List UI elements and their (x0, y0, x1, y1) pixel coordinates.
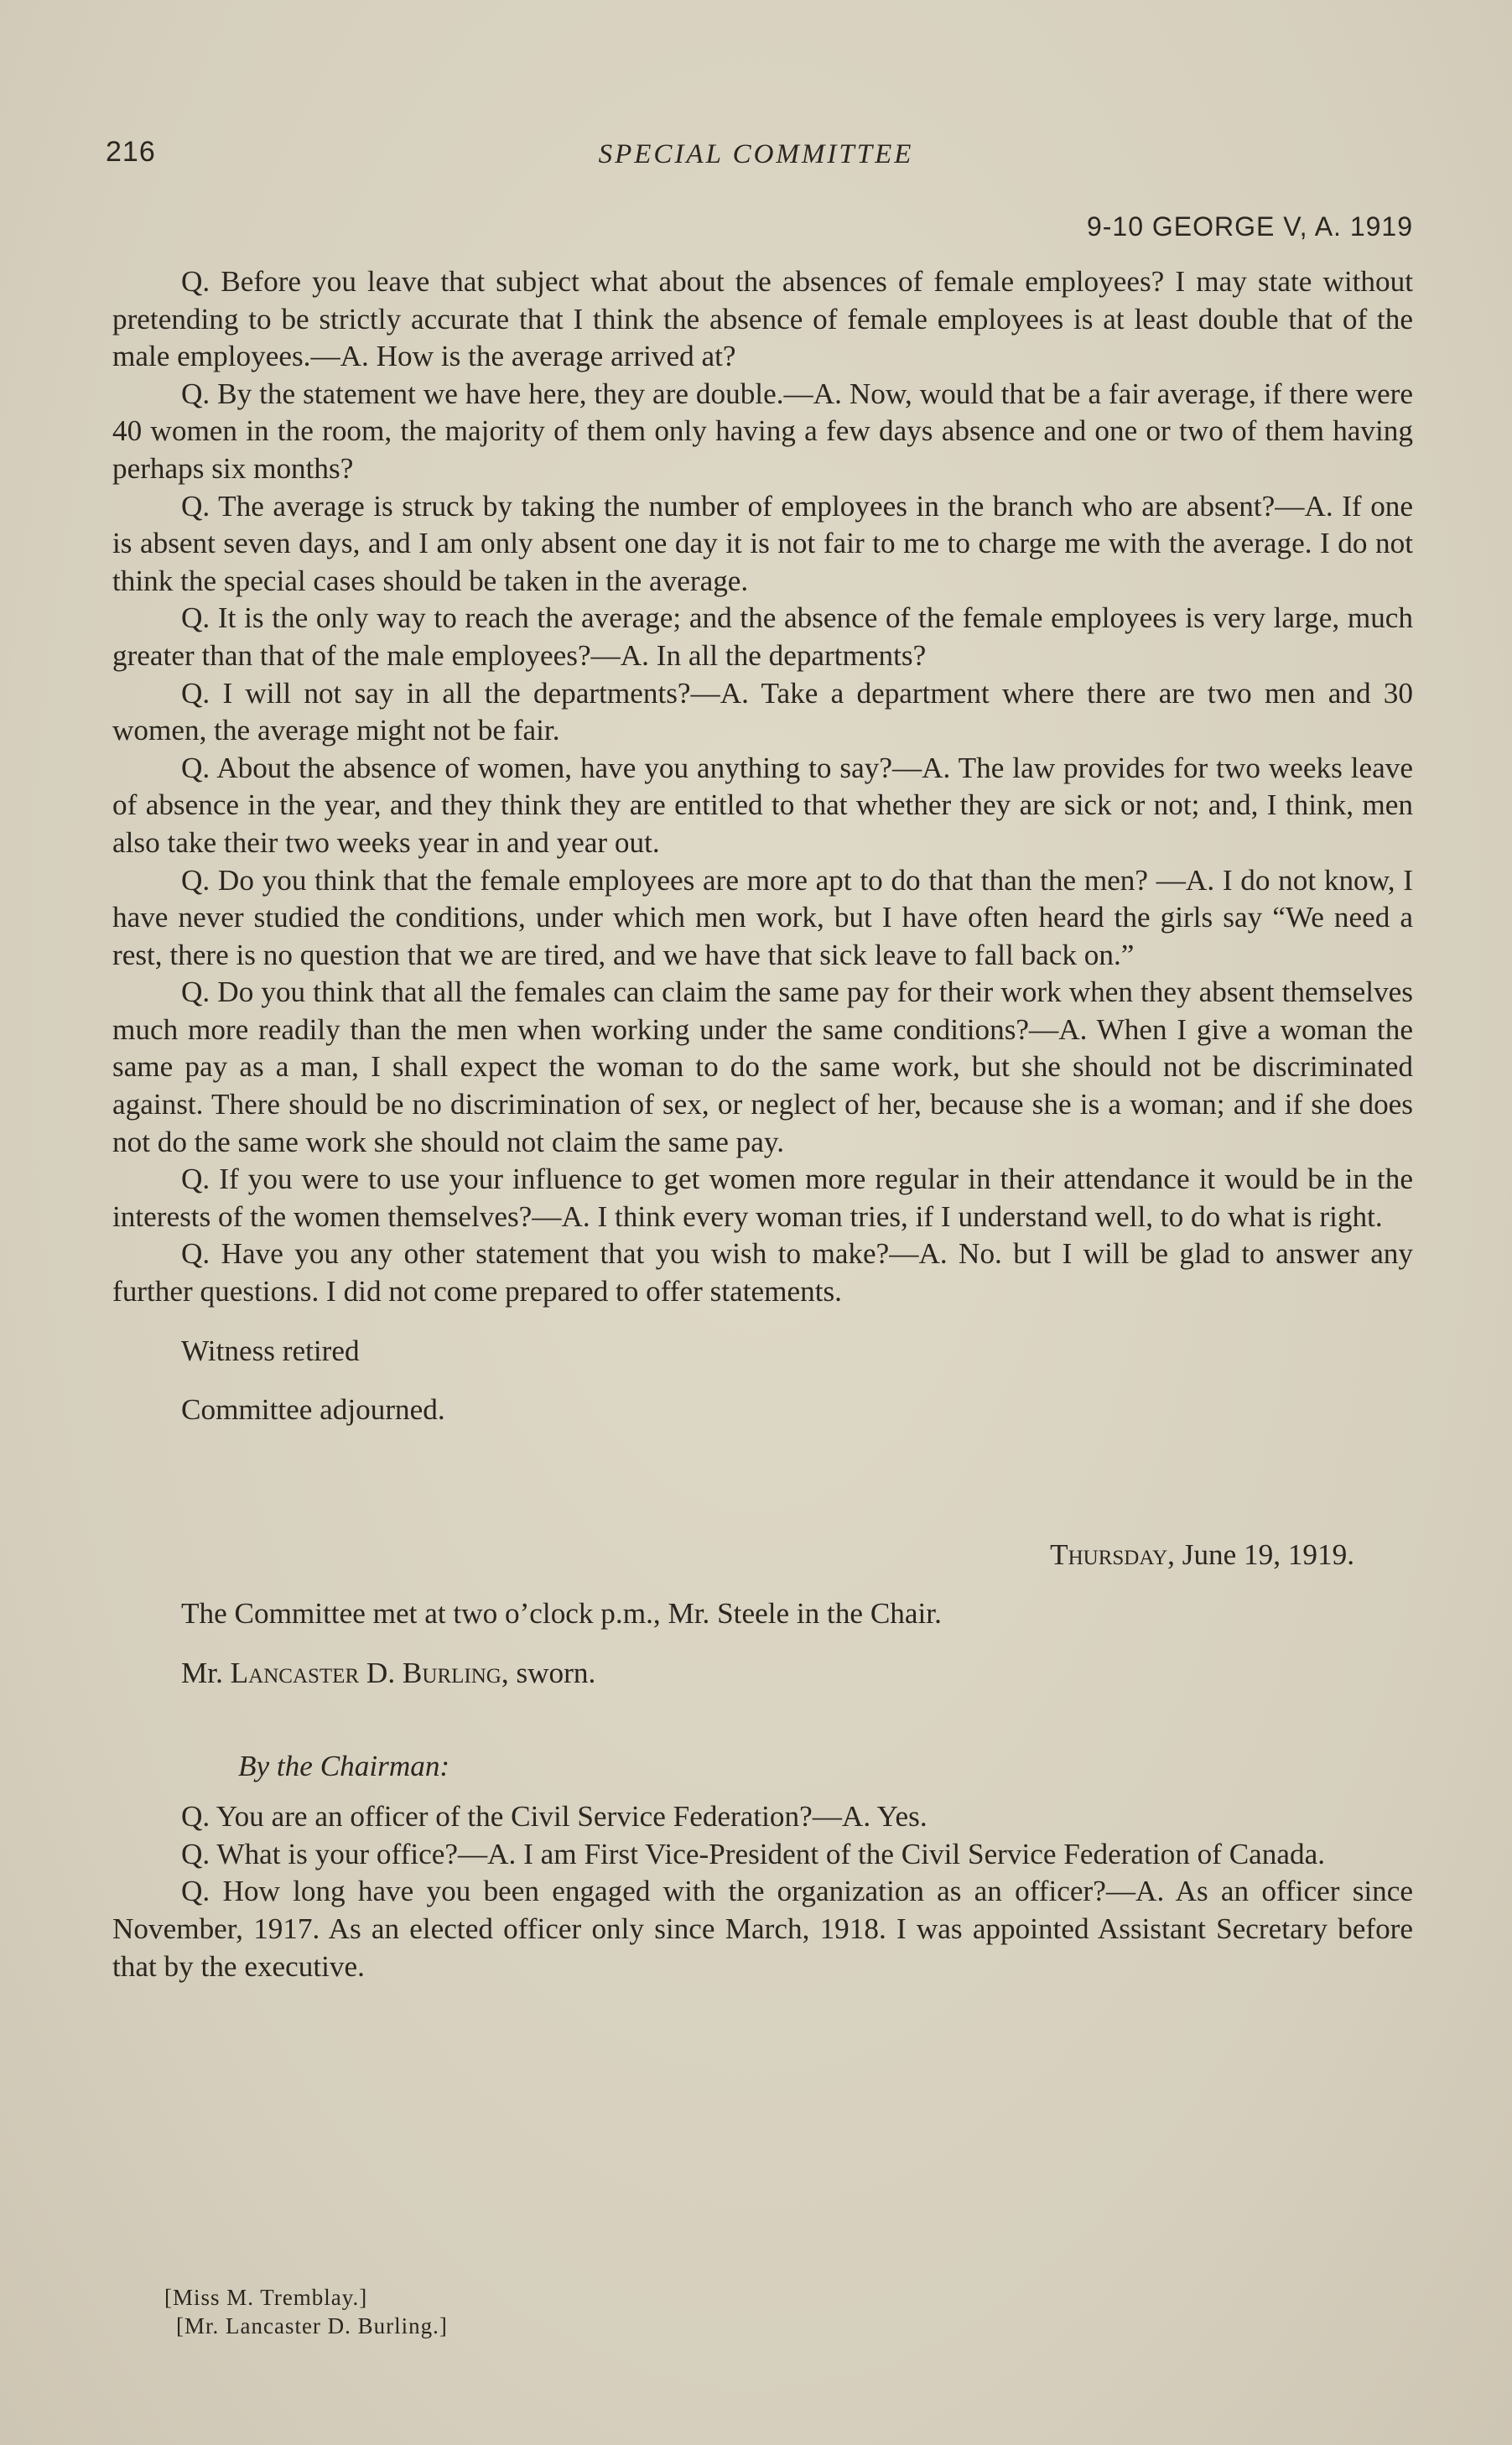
footnotes (164, 2283, 448, 2340)
paragraph: Q. Have you any other statement that you wish to make?—A. No. but I will be glad to answer any further questions. I did not come prepared to offer statements. (112, 1237, 1413, 1308)
paragraph: Q. I will not say in all the departments?—A. Take a department where there are two men and 30 women, the average might not be fair. (112, 676, 1413, 747)
witness-name: Lancaster D. Burling, (230, 1657, 509, 1689)
page-number: 216 (106, 136, 156, 168)
session-day: Thursday, (1050, 1537, 1175, 1571)
footnote: [Miss M. Tremblay.] (164, 2285, 368, 2310)
witness-retired: Witness retired (181, 1334, 360, 1367)
running-head: SPECIAL COMMITTEE (598, 139, 914, 169)
session-date (112, 1537, 1413, 1574)
paragraph: Q. About the absence of women, have you anything to say?—A. The law provides for two weeks leave of absence in the year, and they think they are entitled to that whether they are sick or not; and, I think, men also take their two weeks year in and year out. (112, 751, 1413, 859)
paragraph: Q. By the statement we have here, they are double.—A. Now, would that be a fair average, if there were 40 women in the room, the majority of them only having a few days absence and one or two of them having perhaps six months? (112, 377, 1413, 485)
committee-adjourned: Committee adjourned. (181, 1393, 445, 1427)
paragraph: Q. Before you leave that subject what about the absences of female employees? I may state without pretending to be strictly accurate that I think the absence of female employees is at least double that of the male employees.—A. How is the average arrived at? (112, 265, 1413, 373)
committee-met: The Committee met at two o’clock p.m., Mr. Steele in the Chair. (181, 1597, 942, 1631)
session-line: 9-10 GEORGE V, A. 1919 (1086, 211, 1413, 242)
paragraph: Q. It is the only way to reach the average; and the absence of the female employees is very large, much greater than that of the male employees?—A. In all the departments? (112, 601, 1413, 672)
witness-sworn (112, 1655, 1413, 1693)
session-date-value: June 19, 1919. (1182, 1537, 1354, 1571)
paragraph: Q. What is your office?—A. I am First Vice-President of the Civil Service Federation of Canada. (181, 1837, 1325, 1870)
witness-prefix: Mr. (181, 1657, 223, 1689)
paragraph: Q. The average is struck by taking the number of employees in the branch who are absent?—A. If one is absent seven days, and I am only absent one day it is not fair to me to charge me with the average. I do not think the special cases should be taken in the average. (112, 489, 1413, 597)
paragraph: Q. If you were to use your influence to get women more regular in their attendance it would be in the interests of the women themselves?—A. I think every woman tries, if I understand well, to do what is right. (112, 1163, 1413, 1233)
body-text (112, 263, 1413, 1985)
paragraph: Q. How long have you been engaged with the organization as an officer?—A. As an officer since November, 1917. As an elected officer only since March, 1918. I was appointed Assistant Secretary before that by the executive. (112, 1875, 1413, 1983)
paragraph: Q. You are an officer of the Civil Service Federation?—A. Yes. (181, 1800, 927, 1834)
footnote: [Mr. Lancaster D. Burling.] (176, 2313, 448, 2338)
paragraph: Q. Do you think that the female employees are more apt to do that than the men? —A. I do not know, I have never studied the conditions, under which men work, but I have often heard the girls say “We need a rest, there is no question that we are tired, and we have that sick leave to fall back on.” (112, 863, 1413, 971)
paragraph: Q. Do you think that all the females can claim the same pay for their work when they absent themselves much more readily than the men when working under the same conditions?—A. When I give a woman the same pay as a man, I shall expect the woman to do the same work, but she should not be discriminated against. There should be no discrimination of sex, or neglect of her, because she is a woman; and if she does not do the same work she should not claim the same pay. (112, 975, 1413, 1158)
witness-sworn-suffix: sworn. (516, 1657, 596, 1689)
examiner-heading: By the Chairman: (238, 1749, 450, 1782)
